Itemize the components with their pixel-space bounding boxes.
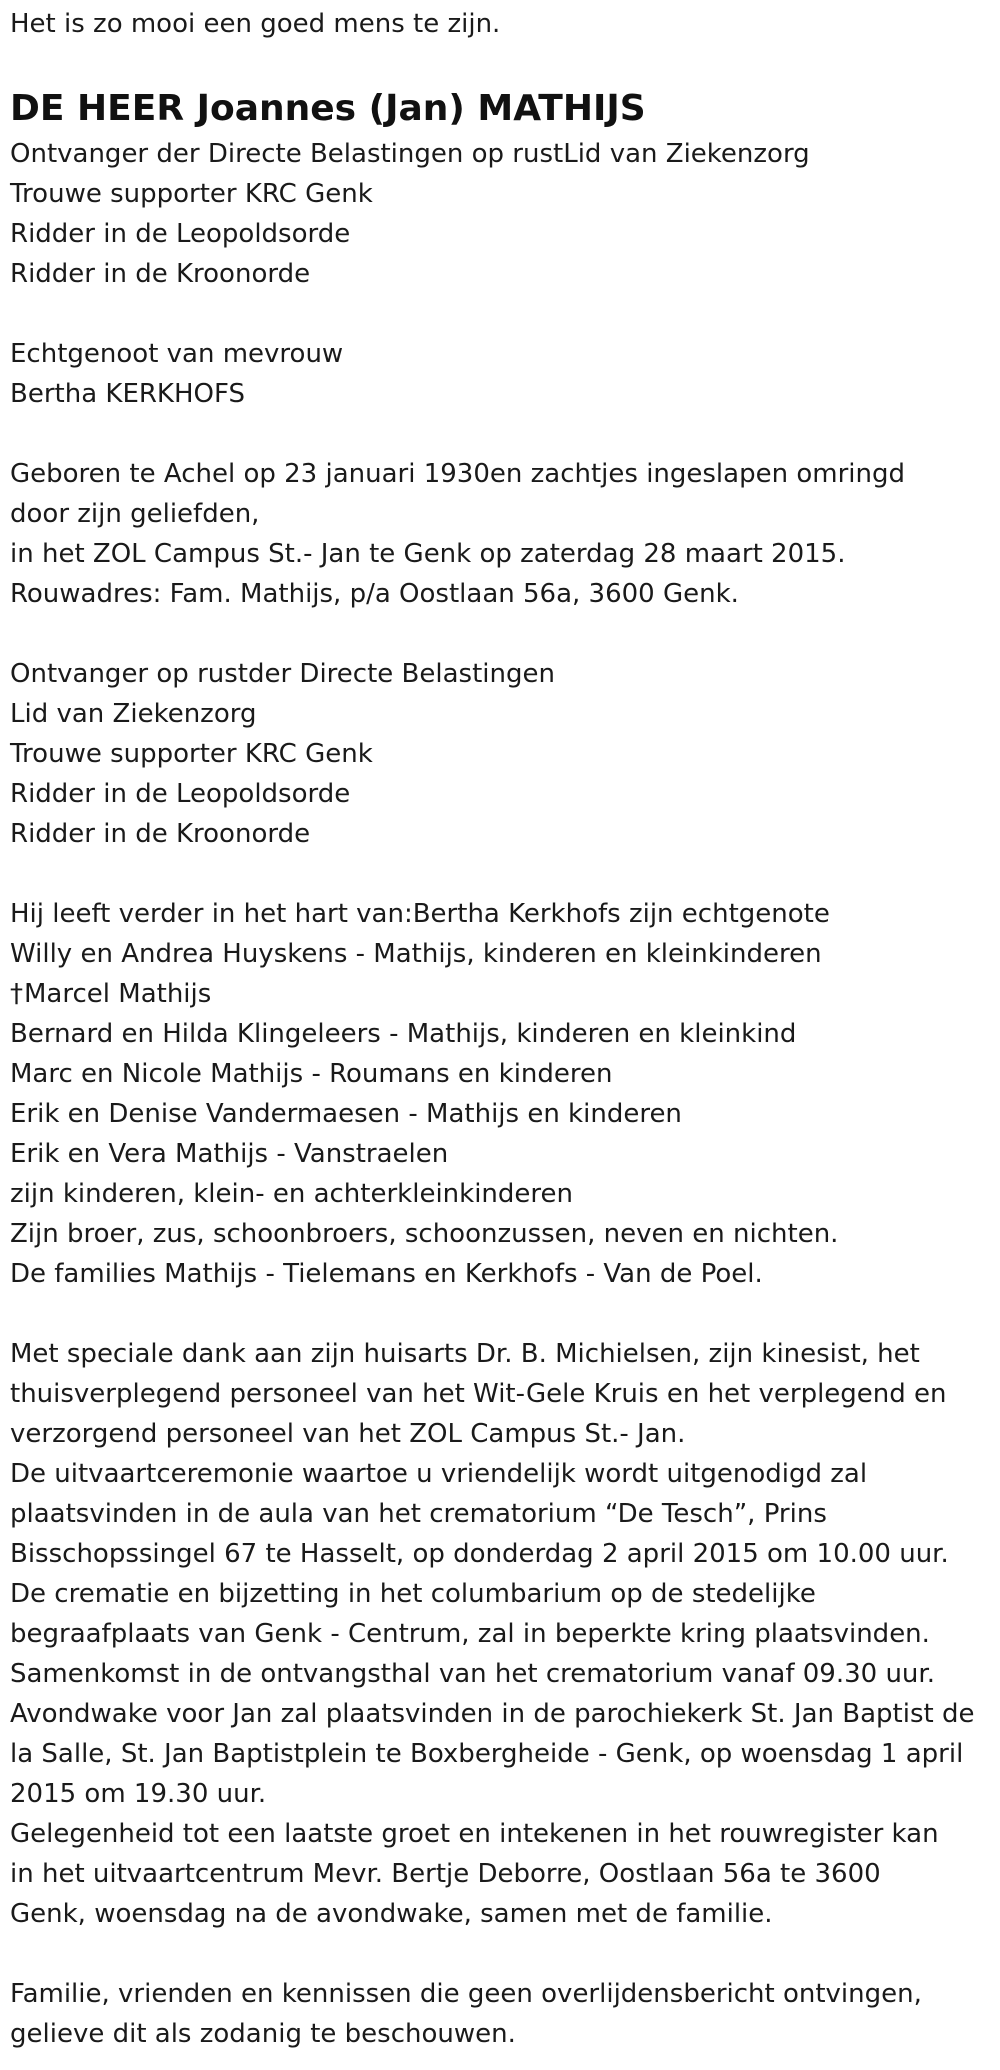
family-line-deceased bbox=[10, 974, 990, 1014]
details-line: 2015 om 19.30 uur. bbox=[10, 1779, 267, 1809]
birth-line: door zijn geliefden, bbox=[10, 499, 260, 529]
details-block bbox=[10, 1334, 990, 1934]
spacer bbox=[10, 414, 990, 454]
birth-death-block bbox=[10, 454, 990, 614]
family-line: Marc en Nicole Mathijs - Roumans en kinderen bbox=[10, 1059, 613, 1089]
death-place-line: in het ZOL Campus St.- Jan te Genk op zaterdag 28 maart 2015. bbox=[10, 539, 846, 569]
family-line: Hij leeft verder in het hart van:Bertha Kerkhofs zijn echtgenote bbox=[10, 899, 830, 929]
details-line: Met speciale dank aan zijn huisarts Dr. B. Michielsen, zijn kinesist, het bbox=[10, 1339, 920, 1369]
closing-line: gelieve dit als zodanig te beschouwen. bbox=[10, 2019, 516, 2049]
titles-block bbox=[10, 134, 990, 294]
family-line: Bernard en Hilda Klingeleers - Mathijs, kinderen en kleinkind bbox=[10, 1019, 797, 1049]
details-line: De crematie en bijzetting in het columbarium op de stedelijke bbox=[10, 1579, 816, 1609]
closing-block bbox=[10, 1974, 990, 2054]
spacer bbox=[10, 1294, 990, 1334]
family-line: Willy en Andrea Huyskens - Mathijs, kinderen en kleinkinderen bbox=[10, 939, 822, 969]
details-line: la Salle, St. Jan Baptistplein te Boxbergheide - Genk, op woensdag 1 april bbox=[10, 1739, 964, 1769]
titles-repeat-block bbox=[10, 654, 990, 854]
title-line: Ridder in de Kroonorde bbox=[10, 819, 311, 849]
closing-line: Familie, vrienden en kennissen die geen overlijdensbericht ontvingen, bbox=[10, 1979, 922, 2009]
details-line: Samenkomst in de ontvangsthal van het crematorium vanaf 09.30 uur. bbox=[10, 1659, 935, 1689]
spouse-block bbox=[10, 334, 990, 414]
family-line: zijn kinderen, klein- en achterkleinkinderen bbox=[10, 1179, 573, 1209]
details-line: in het uitvaartcentrum Mevr. Bertje Deborre, Oostlaan 56a te 3600 bbox=[10, 1859, 881, 1889]
details-line: Gelegenheid tot een laatste groet en intekenen in het rouwregister kan bbox=[10, 1819, 939, 1849]
spouse-name: Bertha KERKHOFS bbox=[10, 379, 246, 409]
details-line: verzorgend personeel van het ZOL Campus St.- Jan. bbox=[10, 1419, 686, 1449]
family-line: Zijn broer, zus, schoonbroers, schoonzussen, neven en nichten. bbox=[10, 1219, 839, 1249]
family-line: Erik en Vera Mathijs - Vanstraelen bbox=[10, 1139, 449, 1169]
title-line: Ontvanger der Directe Belastingen op rustLid van Ziekenzorg bbox=[10, 139, 810, 169]
deceased-family-member: Marcel Mathijs bbox=[24, 979, 212, 1009]
birth-line: Geboren te Achel op 23 januari 1930en zachtjes ingeslapen omringd bbox=[10, 459, 905, 489]
title-line: Lid van Ziekenzorg bbox=[10, 699, 257, 729]
details-line: Bisschopssingel 67 te Hasselt, op donderdag 2 april 2015 om 10.00 uur. bbox=[10, 1539, 949, 1569]
title-line: Ridder in de Kroonorde bbox=[10, 259, 311, 289]
title-line: Ridder in de Leopoldsorde bbox=[10, 219, 351, 249]
details-line: Avondwake voor Jan zal plaatsvinden in de parochiekerk St. Jan Baptist de bbox=[10, 1699, 975, 1729]
details-line: thuisverplegend personeel van het Wit-Gele Kruis en het verplegend en bbox=[10, 1379, 947, 1409]
intro-quote: Het is zo mooi een goed mens te zijn. bbox=[10, 9, 501, 39]
title-line: Trouwe supporter KRC Genk bbox=[10, 179, 373, 209]
spacer bbox=[10, 614, 990, 654]
family-block bbox=[10, 894, 990, 1294]
family-line: Erik en Denise Vandermaesen - Mathijs en kinderen bbox=[10, 1099, 682, 1129]
spacer bbox=[10, 1934, 990, 1974]
mourning-address: Rouwadres: Fam. Mathijs, p/a Oostlaan 56a, 3600 Genk. bbox=[10, 579, 739, 609]
title-line: Trouwe supporter KRC Genk bbox=[10, 739, 373, 769]
deceased-name-title: DE HEER Joannes (Jan) MATHIJS bbox=[10, 88, 646, 129]
details-line: De uitvaartceremonie waartoe u vriendelijk wordt uitgenodigd zal bbox=[10, 1459, 868, 1489]
details-line: begraafplaats van Genk - Centrum, zal in beperkte kring plaatsvinden. bbox=[10, 1619, 930, 1649]
cross-icon: † bbox=[10, 979, 23, 1009]
details-line: Genk, woensdag na de avondwake, samen met de familie. bbox=[10, 1899, 773, 1929]
spacer bbox=[10, 294, 990, 334]
details-line: plaatsvinden in de aula van het crematorium “De Tesch”, Prins bbox=[10, 1499, 827, 1529]
spacer bbox=[10, 854, 990, 894]
spouse-line: Echtgenoot van mevrouw bbox=[10, 339, 344, 369]
title-line: Ridder in de Leopoldsorde bbox=[10, 779, 351, 809]
title-line: Ontvanger op rustder Directe Belastingen bbox=[10, 659, 555, 689]
family-line: De families Mathijs - Tielemans en Kerkhofs - Van de Poel. bbox=[10, 1259, 763, 1289]
